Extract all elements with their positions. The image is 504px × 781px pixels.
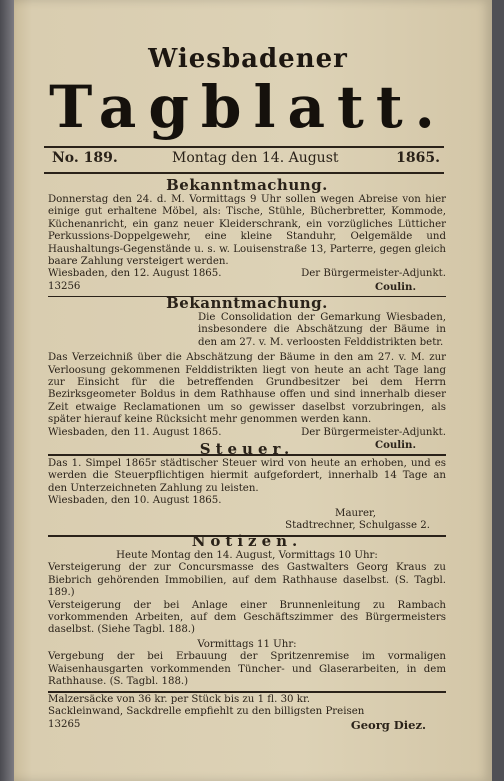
notice-tax [48, 440, 446, 539]
notice-auction-signer-title: Der Bürgermeister-Adjunkt. [301, 268, 446, 280]
ad-name: Georg Diez. [350, 717, 426, 732]
masthead-title: Tagblatt. [49, 73, 447, 141]
issue-date: Montag den 14. August [172, 150, 339, 166]
notice-tax-text: Das 1. Simpel 1865r städtischer Steuer wird von heute an erhoben, und es werden die Steuerpflichtigen hiermit aufgefordert, innerhalb 14 Tage an den Unterzeichneten Zahlung zu leisten. [48, 458, 446, 494]
notice-auction-signer-name: Coulin. [374, 280, 416, 293]
notice-auction [48, 176, 446, 299]
notice-tax-signer-title: Stadtrechner, Schulgasse 2. [285, 520, 430, 532]
advertisement [48, 694, 446, 731]
notice-tax-heading: Steuer. [199, 440, 295, 458]
notice-auction-ref: 13256 [48, 280, 81, 292]
ad-footer [48, 719, 446, 731]
notice-trees [48, 294, 446, 458]
masthead-rule-bottom [44, 172, 444, 174]
notice-auction-heading: Bekanntmachung. [166, 176, 328, 194]
issue-year: 1865. [396, 150, 440, 166]
notice-auction-text: Donnerstag den 24. d. M. Vormittags 9 Uhr sollen wegen Abreise von hier einige gut erhaltene Möbel, als: Tische, Stühle, Bücherbretter, Kommode, Küchenanricht, ein ganz neuer Kleiderschrank, ein vorzügliches Lütticher Perkussions-Doppelgewehr, eine kleine Standuhr, Oelgemälde und Haushaltungs-Gegenstände u. s. w. Louisenstraße 13, Parterre, gegen gleich baare Zahlung versteigert werden. [48, 194, 446, 268]
notice-auction-footer-2 [48, 281, 446, 293]
masthead-subtitle: Wiesbadener [148, 44, 348, 74]
issue-line [44, 150, 444, 170]
notices-item-2: Versteigerung der bei Anlage einer Brunnenleitung zu Rambach vorkommenden Arbeiten, auf dem Geschäftszimmer des Bürgermeisters daselbst. (Siehe Tagbl. 188.) [48, 599, 446, 636]
ad-ref: 13265 [48, 718, 81, 730]
issue-number: No. 189. [52, 150, 118, 166]
notice-tax-date: Wiesbaden, den 10. August 1865. [48, 495, 222, 507]
book-binding [0, 0, 14, 781]
ad-line-1: Malzersäcke von 36 kr. per Stück bis zu 1 fl. 30 kr. [48, 694, 310, 705]
notices-heading: Notizen. [191, 532, 303, 550]
notice-trees-footer [48, 427, 446, 439]
notice-trees-intro: Die Consolidation der Gemarkung Wiesbaden, insbesondere die Abschätzung der Bäume in den am 27. v. M. verloosten Felddistrikten betr. [198, 312, 446, 348]
notice-trees-signer-name: Coulin. [374, 439, 416, 452]
notice-auction-footer [48, 268, 446, 280]
notices-time-10: Heute Montag den 14. August, Vormittags 10 Uhr: [116, 550, 378, 561]
newspaper-page [14, 0, 492, 781]
notice-trees-text: Das Verzeichniß über die Abschätzung der Bäume in den am 27. v. M. zur Verloosung gekommenen Felddistrikten liegt von heute an acht Tage lang zur Einsicht für die betreffenden Grundbesitzer bei dem Herrn Bezirksgeometer Boldus in dem Rathhause offen und sind innerhalb dieser Zeit etwaige Reclamationen um so gewisser daselbst vorzubringen, als später hierauf keine Rücksicht mehr genommen werden kann. [48, 352, 446, 426]
notices-item-1: Versteigerung der zur Concursmasse des Gastwalters Georg Kraus zu Biebrich gehörenden Immobilien, auf dem Rathhause daselbst. (S. Tagbl. 189.) [48, 562, 446, 599]
notices-item-3: Vergebung der bei Erbauung der Spritzenremise im vormaligen Waisenhausgarten vorkommenden Tüncher- und Glaserarbeiten, in dem Rathhause. (S. Tagbl. 188.) [48, 651, 446, 688]
notice-trees-date: Wiesbaden, den 11. August 1865. [48, 426, 222, 438]
notices-time-11: Vormittags 11 Uhr: [197, 638, 297, 650]
page-edge [492, 0, 504, 781]
notice-trees-heading: Bekanntmachung. [166, 294, 328, 312]
notice-auction-date: Wiesbaden, den 12. August 1865. [48, 268, 222, 280]
masthead-rule-top [44, 146, 444, 148]
notice-trees-signer-title: Der Bürgermeister-Adjunkt. [301, 426, 446, 438]
notices-section [48, 532, 446, 695]
notice-tax-signer-name: Maurer, [335, 507, 376, 519]
ad-line-2: Sackleinwand, Sackdrelle empfiehlt zu den billigsten Preisen [48, 706, 365, 718]
